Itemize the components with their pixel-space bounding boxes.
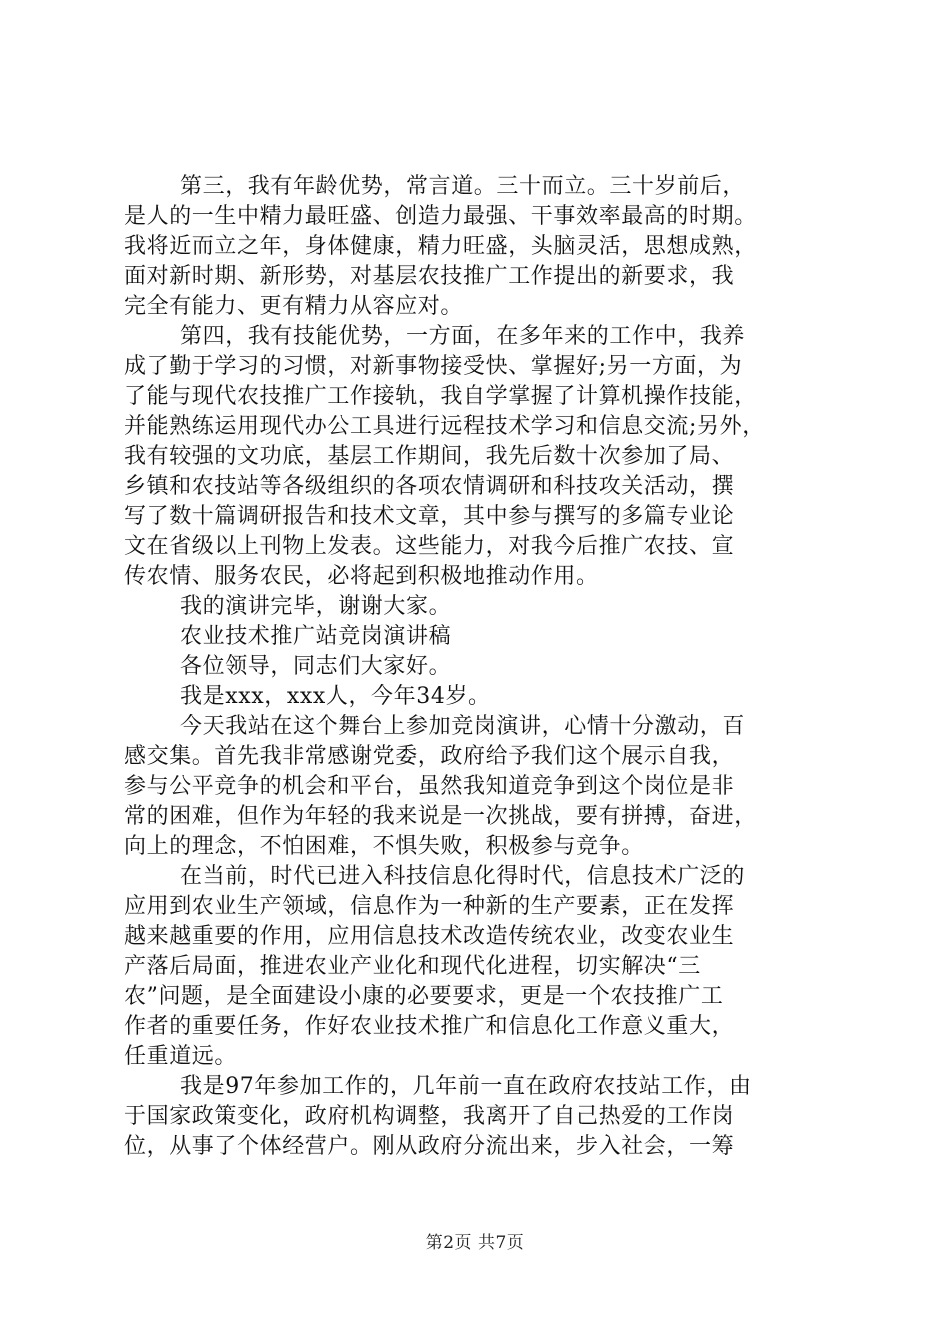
- text-line: 我将近而立之年，身体健康，精力旺盛，头脑灵活，思想成熟，: [124, 234, 757, 259]
- text-line: 常的困难，但作为年轻的我来说是一次挑战，要有拼搏，奋进，: [124, 804, 757, 829]
- text-line: 成了勤于学习的习惯，对新事物接受快、掌握好;另一方面，为: [124, 354, 743, 379]
- text-line: 应用到农业生产领域，信息作为一种新的生产要素，正在发挥: [124, 894, 735, 919]
- text-line: 第三，我有年龄优势，常言道。三十而立。三十岁前后，: [180, 174, 746, 199]
- text-line: 文在省级以上刊物上发表。这些能力，对我今后推广农技、宣: [124, 534, 735, 559]
- text-line: 传农情、服务农民，必将起到积极地推动作用。: [124, 564, 599, 589]
- text-line: 是人的一生中精力最旺盛、创造力最强、干事效率最高的时期。: [124, 204, 757, 229]
- text-line: 我是xxx，xxx人，今年34岁。: [180, 684, 491, 709]
- text-line: 向上的理念，不怕困难，不惧失败，积极参与竞争。: [124, 834, 644, 859]
- text-line: 于国家政策变化，政府机构调整，我离开了自己热爱的工作岗: [124, 1104, 735, 1129]
- text-line: 今天我站在这个舞台上参加竞岗演讲，心情十分激动，百: [180, 714, 746, 739]
- text-line: 我有较强的文功底，基层工作期间，我先后数十次参加了局、: [124, 444, 735, 469]
- text-line: 位，从事了个体经营户。刚从政府分流出来，步入社会，一筹: [124, 1134, 735, 1159]
- text-line: 乡镇和农技站等各级组织的各项农情调研和科技攻关活动，撰: [124, 474, 735, 499]
- text-line: 任重道远。: [124, 1044, 238, 1069]
- text-line: 完全有能力、更有精力从容应对。: [124, 294, 464, 319]
- page-number-footer: 第2页 共7页: [425, 1233, 525, 1253]
- text-line: 各位领导，同志们大家好。: [180, 654, 452, 679]
- text-line: 并能熟练运用现代办公工具进行远程技术学习和信息交流;另外，: [124, 414, 765, 439]
- text-line: 写了数十篇调研报告和技术文章，其中参与撰写的多篇专业论: [124, 504, 735, 529]
- text-line: 参与公平竞争的机会和平台，虽然我知道竞争到这个岗位是非: [124, 774, 735, 799]
- text-line: 我的演讲完毕，谢谢大家。: [180, 594, 452, 619]
- text-line: 在当前，时代已进入科技信息化得时代，信息技术广泛的: [180, 864, 746, 889]
- text-line: 农”问题，是全面建设小康的必要要求，更是一个农技推广工: [124, 984, 724, 1009]
- text-line: 我是97年参加工作的，几年前一直在政府农技站工作，由: [180, 1074, 752, 1099]
- text-line: 第四，我有技能优势，一方面，在多年来的工作中，我养: [180, 324, 746, 349]
- text-line: 越来越重要的作用，应用信息技术改造传统农业，改变农业生: [124, 924, 735, 949]
- text-line: 面对新时期、新形势，对基层农技推广工作提出的新要求，我: [124, 264, 735, 289]
- text-line: 了能与现代农技推广工作接轨，我自学掌握了计算机操作技能，: [124, 384, 757, 409]
- text-line: 作者的重要任务，作好农业技术推广和信息化工作意义重大，: [124, 1014, 735, 1039]
- text-line: 感交集。首先我非常感谢党委，政府给予我们这个展示自我，: [124, 744, 735, 769]
- section-title: 农业技术推广站竞岗演讲稿: [180, 624, 452, 649]
- text-line: 产落后局面，推进农业产业化和现代化进程，切实解决“三: [124, 954, 701, 979]
